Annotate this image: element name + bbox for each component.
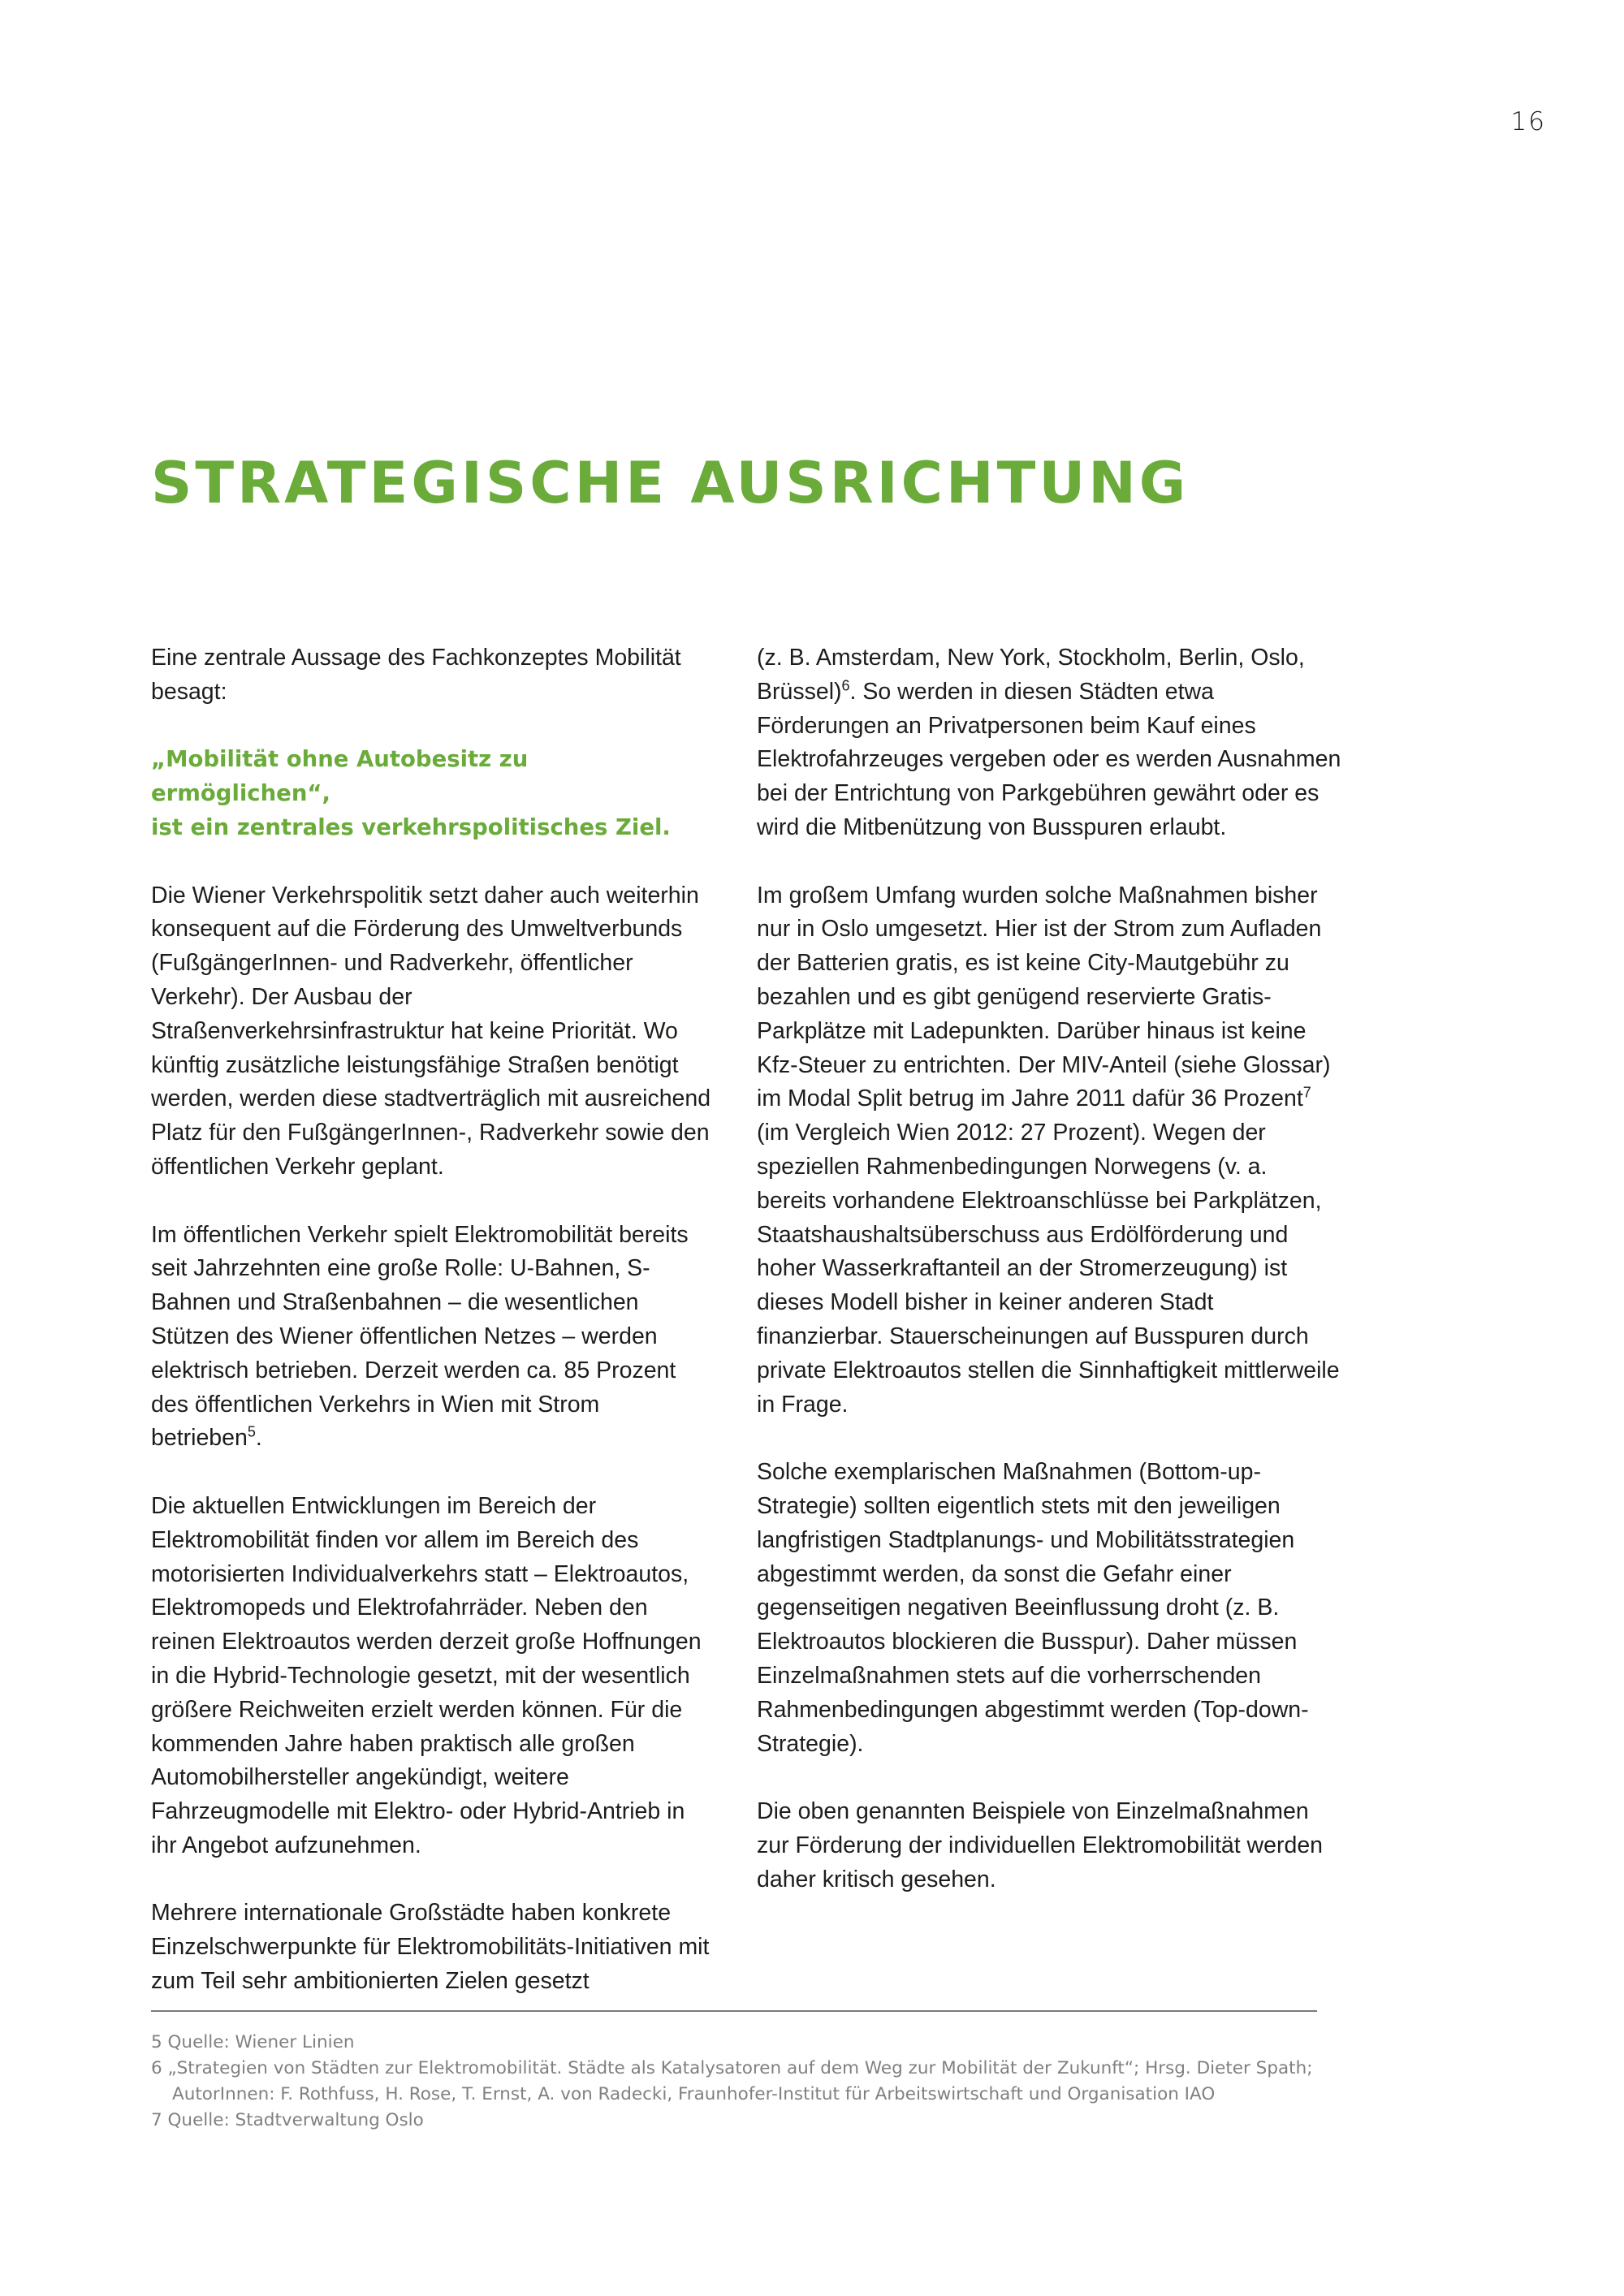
footnote-7: 7 Quelle: Stadtverwaltung Oslo — [151, 2110, 424, 2130]
paragraph-fazit: Die oben genannten Beispiele von Einzelmaßnahmen zur Förderung der individuellen Elektromobilität werden daher kritisch gesehen. — [757, 1798, 1324, 1892]
paragraph-text: Im großem Umfang wurden solche Maßnahmen bisher nur in Oslo umgesetzt. Hier ist der Strom zum Aufladen der Batterien gratis, es ist keine City-Mautgebühr zu bezahlen und es gibt genügend reservierte Gratis-Parkplätze mit Ladepunkten. Darüber hinaus ist keine Kfz-Steuer zu entrichten. Der MIV-Anteil (siehe Glossar) im Modal Split betrug im Jahre 2011 dafür 36 Prozent — [757, 882, 1331, 1112]
paragraph-strategie: Solche exemplarischen Maßnahmen (Bottom-up-Strategie) sollten eigentlich stets mit den jeweiligen langfristigen Stadtplanungs- und Mobilitätsstrategien abgestimmt werden, da sonst die Gefahr einer gegenseitigen negativen Beeinflussung droht (z. B. Elektroautos blockieren die Busspur). Daher müssen Einzelmaßnahmen stets auf die vorherrschenden Rahmenbedingungen abgestimmt werden (Top-down-Strategie). — [757, 1459, 1309, 1757]
right-column — [757, 641, 1341, 1931]
paragraph-oslo — [757, 879, 1341, 1422]
paragraph-end: . — [255, 1425, 262, 1452]
intro-paragraph: Eine zentrale Aussage des Fachkonzeptes Mobilität besagt: — [151, 645, 681, 705]
footnote-ref-5: 5 — [247, 1423, 256, 1440]
paragraph-entwicklungen: Die aktuellen Entwicklungen im Bereich der Elektromobilität finden vor allem im Bereich des motorisierten Individualverkehrs statt – Elektroautos, Elektromopeds und Elektrofahrräder. Neben den reinen Elektroautos werden derzeit große Hoffnungen in die Hybrid-Technologie gesetzt, mit der wesentlich größere Reichweiten erzielt werden können. Für die kommenden Jahre haben praktisch alle großen Automobilhersteller angekündigt, weitere Fahrzeugmodelle mit Elektro- oder Hybrid-Antrieb in ihr Angebot aufzunehmen. — [151, 1492, 702, 1858]
footnote-ref-7: 7 — [1302, 1084, 1311, 1101]
paragraph-beispiele-staedte — [757, 641, 1341, 845]
paragraph-verkehrspolitik: Die Wiener Verkehrspolitik setzt daher auch weiterhin konsequent auf die Förderung des Umweltverbunds (FußgängerInnen- und Radverkehr, öffentlicher Verkehr). Der Ausbau der Straßenverkehrsinfrastruktur hat keine Priorität. Wo künftig zusätzliche leistungsfähige Straßen benötigt werden, werden diese stadtverträglich mit ausreichend Platz für den FußgängerInnen-, Radverkehr sowie den öffentlichen Verkehr geplant. — [151, 882, 711, 1180]
paragraph-text: Im öffentlichen Verkehr spielt Elektromobilität bereits seit Jahrzehnten eine große Rolle: U-Bahnen, S-Bahnen und Straßenbahnen – die wesentlichen Stützen des Wiener öffentlichen Netzes – werden elektrisch betrieben. Derzeit werden ca. 85 Prozent des öffentlichen Verkehrs in Wien mit Strom betrieben — [151, 1221, 689, 1452]
page-number: 16 — [1510, 107, 1546, 136]
footnote-divider — [151, 2010, 1317, 2012]
paragraph-grossstaedte: Mehrere internationale Großstädte haben konkrete Einzelschwerpunkte für Elektromobilitäts-Initiativen mit zum Teil sehr ambitionierten Zielen gesetzt — [151, 1900, 710, 1995]
footnote-ref-6: 6 — [841, 677, 850, 694]
footnote-6-line-1: 6 „Strategien von Städten zur Elektromobilität. Städte als Katalysatoren auf dem Weg zur Mobilität der Zukunft“; Hrsg. Dieter Spath; — [151, 2058, 1313, 2078]
quote-line-2: ist ein zentrales verkehrspolitisches Ziel. — [151, 814, 671, 840]
footnotes — [151, 2030, 1328, 2134]
quote-line-1: „Mobilität ohne Autobesitz zu ermöglichen“, — [151, 746, 529, 807]
paragraph-oeffentlicher-verkehr — [151, 1219, 711, 1457]
page-title: STRATEGISCHE AUSRICHTUNG — [151, 450, 1190, 516]
paragraph-text-cont: (im Vergleich Wien 2012: 27 Prozent). Wegen der speziellen Rahmenbedingungen Norwegens (v. a. bereits vorhandene Elektroanschlüsse bei Parkplätzen, Staatshaushaltsüberschuss aus Erdölförderung und hoher Wasserkraftanteil an der Stromerzeugung) ist dieses Modell bisher in keiner anderen Stadt finanzierbar. Stauerscheinungen auf Busspuren durch private Elektroautos stellen die Sinnhaftigkeit mittlerweile in Frage. — [757, 1120, 1340, 1418]
left-column — [151, 641, 711, 2033]
paragraph-text-cont: . So werden in diesen Städten etwa Förderungen an Privatpersonen beim Kauf eines Elektrofahrzeuges vergeben oder es werden Ausnahmen bei der Entrichtung von Parkgebühren gewährt oder es wird die Mitbenützung von Busspuren erlaubt. — [757, 678, 1341, 840]
footnote-5: 5 Quelle: Wiener Linien — [151, 2032, 355, 2052]
footnote-6-line-2: AutorInnen: F. Rothfuss, H. Rose, T. Ernst, A. von Radecki, Fraunhofer-Institut für Arbeitswirtschaft und Organisation IAO — [172, 2084, 1216, 2104]
paragraph-text: (z. B. Amsterdam, New York, Stockholm, Berlin, Oslo, Brüssel) — [757, 645, 1305, 705]
highlight-quote — [151, 743, 711, 844]
